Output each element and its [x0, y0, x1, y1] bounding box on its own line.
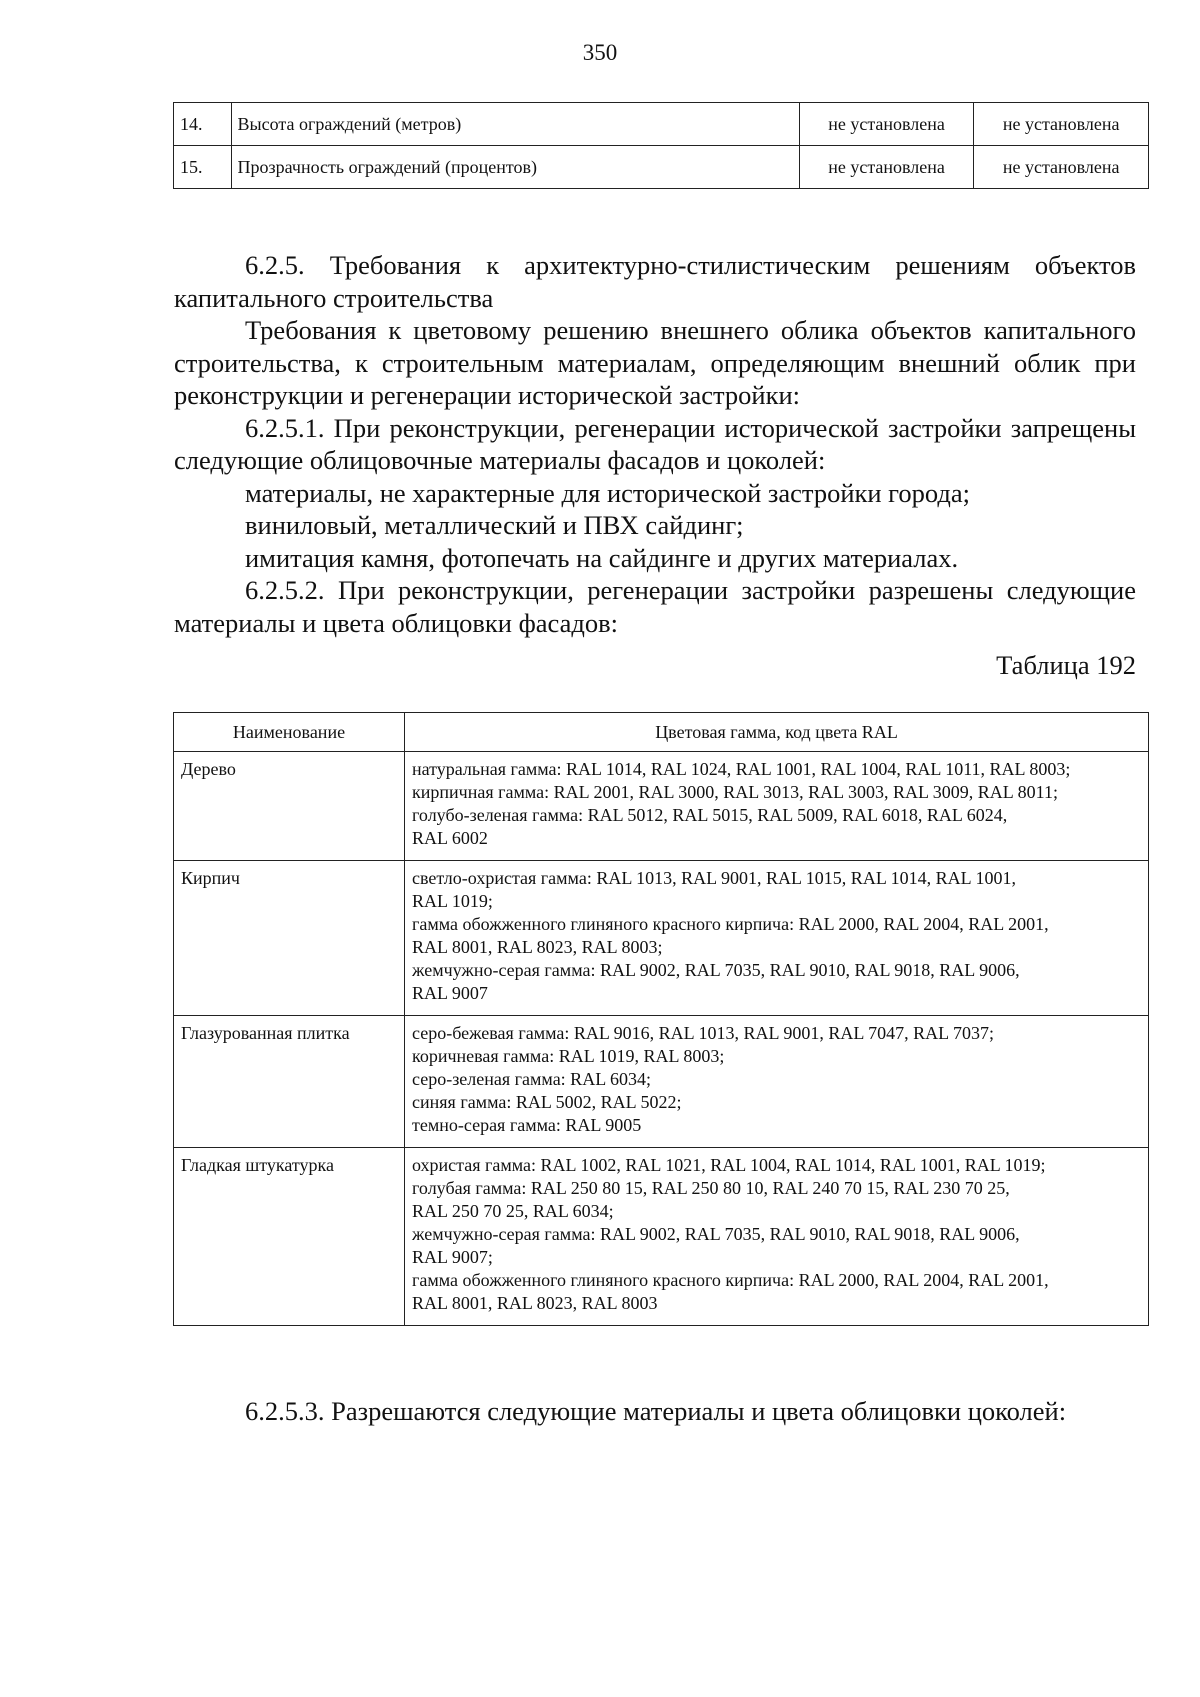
- table-row: [174, 1016, 1149, 1148]
- table-row: [174, 861, 1149, 1016]
- color-line: RAL 9007;: [412, 1247, 493, 1267]
- list-item: материалы, не характерные для исторической застройки города;: [245, 477, 970, 508]
- color-line: RAL 8001, RAL 8023, RAL 8003;: [412, 937, 663, 957]
- color-line: гамма обожженного глиняного красного кирпича: RAL 2000, RAL 2004, RAL 2001,: [412, 1270, 1049, 1290]
- ral-colors-table: [173, 712, 1149, 1326]
- table-row: [174, 103, 1149, 146]
- color-line: натуральная гамма: RAL 1014, RAL 1024, RAL 1001, RAL 1004, RAL 1011, RAL 8003;: [412, 759, 1071, 779]
- column-header-colors: Цветовая гамма, код цвета RAL: [405, 713, 1149, 752]
- color-line: голубая гамма: RAL 250 80 15, RAL 250 80 10, RAL 240 70 15, RAL 230 70 25,: [412, 1178, 1010, 1198]
- section-heading-line-1: 6.2.5. Требования к архитектурно-стилистическим решениям объектов: [245, 250, 1136, 280]
- color-line: серо-бежевая гамма: RAL 9016, RAL 1013, RAL 9001, RAL 7047, RAL 7037;: [412, 1023, 995, 1043]
- color-codes-cell: [405, 1016, 1149, 1148]
- paragraph-6-2-5-2: 6.2.5.2. При реконструкции, регенерации застройки разрешены следующие материалы и цвета облицовки фасадов:: [174, 575, 1136, 638]
- table-caption: Таблица 192: [996, 650, 1136, 680]
- material-name: Глазурованная плитка: [174, 1016, 405, 1148]
- row-value-2: не установлена: [974, 103, 1149, 146]
- row-parameter-name: Высота ограждений (метров): [231, 103, 799, 146]
- row-number: 15.: [174, 146, 232, 189]
- color-codes-cell: [405, 1148, 1149, 1326]
- table-row: [174, 1148, 1149, 1326]
- row-number: 14.: [174, 103, 232, 146]
- row-value-2: не установлена: [974, 146, 1149, 189]
- color-line: жемчужно-серая гамма: RAL 9002, RAL 7035, RAL 9010, RAL 9018, RAL 9006,: [412, 960, 1020, 980]
- color-line: охристая гамма: RAL 1002, RAL 1021, RAL 1004, RAL 1014, RAL 1001, RAL 1019;: [412, 1155, 1046, 1175]
- color-line: серо-зеленая гамма: RAL 6034;: [412, 1069, 652, 1089]
- color-line: жемчужно-серая гамма: RAL 9002, RAL 7035, RAL 9010, RAL 9018, RAL 9006,: [412, 1224, 1020, 1244]
- color-line: RAL 1019;: [412, 891, 493, 911]
- row-value-1: не установлена: [799, 146, 974, 189]
- material-name: Кирпич: [174, 861, 405, 1016]
- section-text: [174, 249, 1136, 639]
- list-item: виниловый, металлический и ПВХ сайдинг;: [245, 510, 744, 540]
- paragraph-6-2-5-3: 6.2.5.3. Разрешаются следующие материалы и цвета облицовки цоколей:: [245, 1396, 1067, 1426]
- fence-parameters-table: [173, 102, 1149, 189]
- material-name: Дерево: [174, 752, 405, 861]
- color-codes-cell: [405, 752, 1149, 861]
- color-line: RAL 9007: [412, 983, 488, 1003]
- table-row: [174, 752, 1149, 861]
- color-line: гамма обожженного глиняного красного кирпича: RAL 2000, RAL 2004, RAL 2001,: [412, 914, 1049, 934]
- column-header-name: Наименование: [174, 713, 405, 752]
- page-number: 350: [582, 40, 618, 65]
- color-line: кирпичная гамма: RAL 2001, RAL 3000, RAL 3013, RAL 3003, RAL 3009, RAL 8011;: [412, 782, 1058, 802]
- table-header-row: [174, 713, 1149, 752]
- color-line: светло-охристая гамма: RAL 1013, RAL 9001, RAL 1015, RAL 1014, RAL 1001,: [412, 868, 1016, 888]
- list-item: имитация камня, фотопечать на сайдинге и других материалах.: [245, 542, 959, 573]
- section-heading-line-2: капитального строительства: [174, 282, 494, 313]
- paragraph-6-2-5-1: 6.2.5.1. При реконструкции, регенерации исторической застройки запрещены следующие облицовочные материалы фасадов и цоколей:: [174, 412, 1136, 475]
- table-row: [174, 146, 1149, 189]
- color-line: RAL 8001, RAL 8023, RAL 8003: [412, 1293, 658, 1313]
- color-line: RAL 250 70 25, RAL 6034;: [412, 1201, 614, 1221]
- row-parameter-name: Прозрачность ограждений (процентов): [231, 146, 799, 189]
- row-value-1: не установлена: [799, 103, 974, 146]
- material-name: Гладкая штукатурка: [174, 1148, 405, 1326]
- paragraph-color-requirements: Требования к цветовому решению внешнего облика объектов капитального строительства, к строительным материалам, определяющим внешний облик при реконструкции и регенерации исторической застройки:: [174, 315, 1136, 410]
- color-line: RAL 6002: [412, 828, 488, 848]
- color-line: синяя гамма: RAL 5002, RAL 5022;: [412, 1092, 682, 1112]
- color-codes-cell: [405, 861, 1149, 1016]
- color-line: голубо-зеленая гамма: RAL 5012, RAL 5015, RAL 5009, RAL 6018, RAL 6024,: [412, 805, 1008, 825]
- color-line: темно-серая гамма: RAL 9005: [412, 1115, 642, 1135]
- color-line: коричневая гамма: RAL 1019, RAL 8003;: [412, 1046, 725, 1066]
